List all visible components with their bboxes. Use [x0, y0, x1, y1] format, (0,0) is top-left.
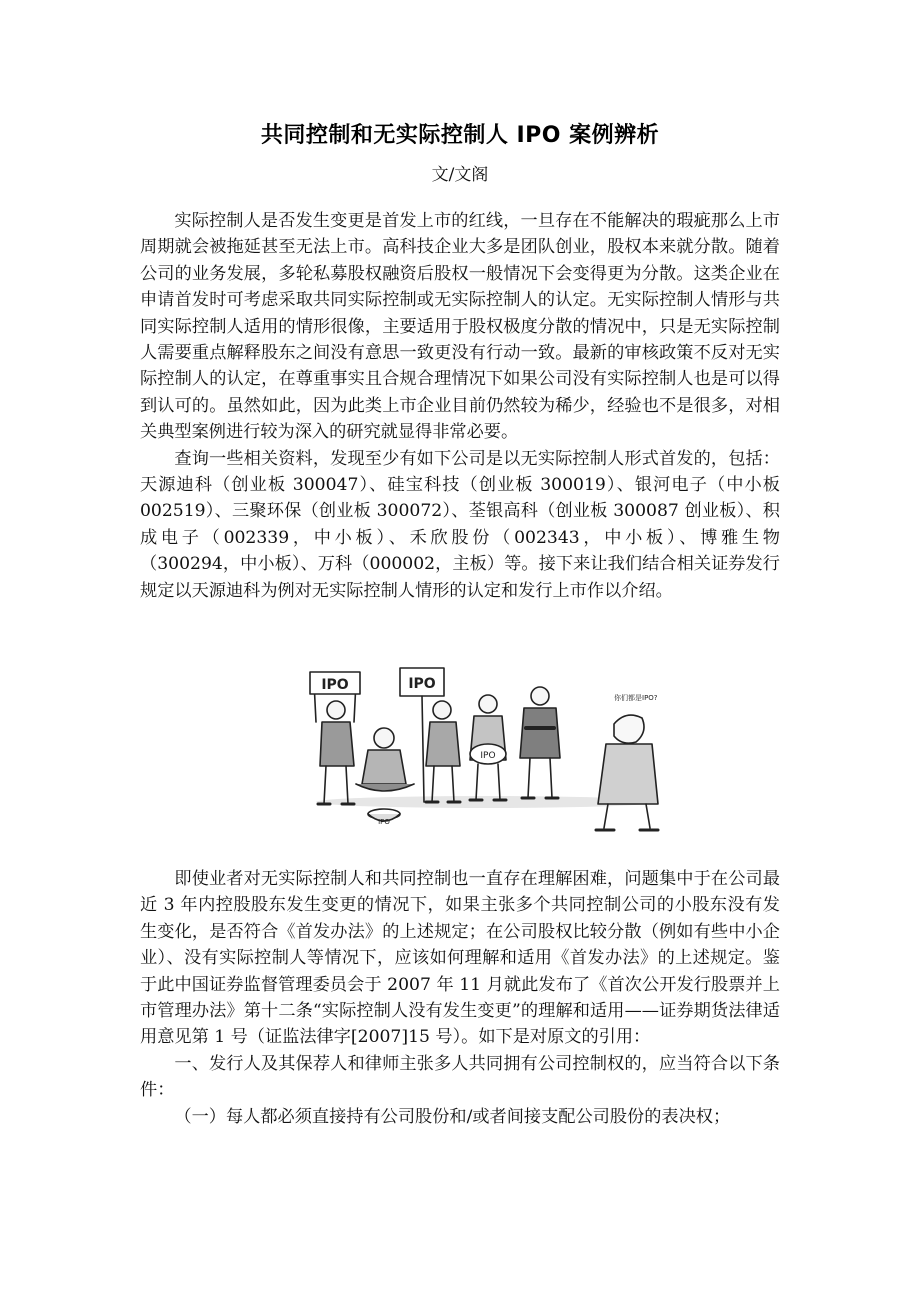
hat-text: IPO	[480, 751, 496, 761]
figure-questioner	[596, 693, 658, 830]
paragraph-company-list: 查询一些相关资料，发现至少有如下公司是以无实际控制人形式首发的，包括：天源迪科（创业板 300047）、硅宝科技（创业板 300019）、银河电子（中小板 002519）、三聚环保（创业板 300072）、荃银高科（创业板 300087 创业板）、积成电子（002339，中小板）、禾欣股份（002343，中小板）、博雅生物（300294，中小板）、万科（000002，主板）等。接下来让我们结合相关证券发行规定以天源迪科为例对无实际控制人情形的认定和发行上市作以介绍。	[140, 448, 780, 601]
figure-arms-crossed	[520, 687, 560, 798]
sign-middle-text: IPO	[408, 676, 436, 692]
paragraph-intro: 实际控制人是否发生变更是首发上市的红线，一旦存在不能解决的瑕疵那么上市周期就会被拖延甚至无法上市。高科技企业大多是团队创业，股权本来就分散。随着公司的业务发展，多轮私募股权融资后股权一般情况下会变得更为分散。这类企业在申请首发时可考虑采取共同实际控制或无实际控制人的认定。无实际控制人情形与共同实际控制人适用的情形很像，主要适用于股权极度分散的情况中，只是无实际控制人需要重点解释股东之间没有意思一致更没有行动一致。最新的审核政策不反对无实际控制人的认定，在尊重事实且合规合理情况下如果公司没有实际控制人也是可以得到认可的。虽然如此，因为此类上市企业目前仍然较为稀少，经验也不是很多，对相关典型案例进行较为深入的研究就显得非常必要。	[140, 211, 780, 443]
ipo-cartoon-illustration	[296, 662, 692, 836]
figure-sign-holder-left	[310, 672, 360, 804]
figure-seated-beggar	[356, 728, 414, 826]
paragraph-regulation: 即使业者对无实际控制人和共同控制也一直存在理解困难，问题集中于在公司最近 3 年内控股股东发生变更的情况下，如果主张多个共同控制公司的小股东没有发生变化，是否符合《首发办法》的上述规定；在公司股权比较分散（例如有些中小企业）、没有实际控制人等情况下，应该如何理解和适用《首发办法》的上述规定。鉴于此中国证券监督管理委员会于 2007 年 11 月就此发布了《首次公开发行股票并上市管理办法》第十二条“实际控制人没有发生变更”的理解和适用——证券期货法律适用意见第 1 号（证监法律字[2007]15 号）。如下是对原文的引用：	[140, 869, 780, 1048]
body-text-lower	[140, 866, 780, 1130]
figure-hat-holder	[470, 695, 506, 800]
speech-bubble-text: 你们都是IPO?	[614, 694, 658, 702]
paragraph-condition-heading: 一、发行人及其保荐人和律师主张多人共同拥有公司控制权的，应当符合以下条件：	[140, 1053, 780, 1101]
sign-left-text: IPO	[321, 677, 349, 693]
bowl-text: IPO	[378, 818, 390, 826]
figure-sign-holder-middle	[400, 668, 460, 802]
document-author: 文/文阁	[431, 165, 489, 185]
body-text-upper	[140, 208, 780, 604]
document-title: 共同控制和无实际控制人 IPO 案例辨析	[260, 123, 660, 148]
paragraph-condition-one: （一）每人都必须直接持有公司股份和/或者间接支配公司股份的表决权；	[174, 1106, 731, 1127]
